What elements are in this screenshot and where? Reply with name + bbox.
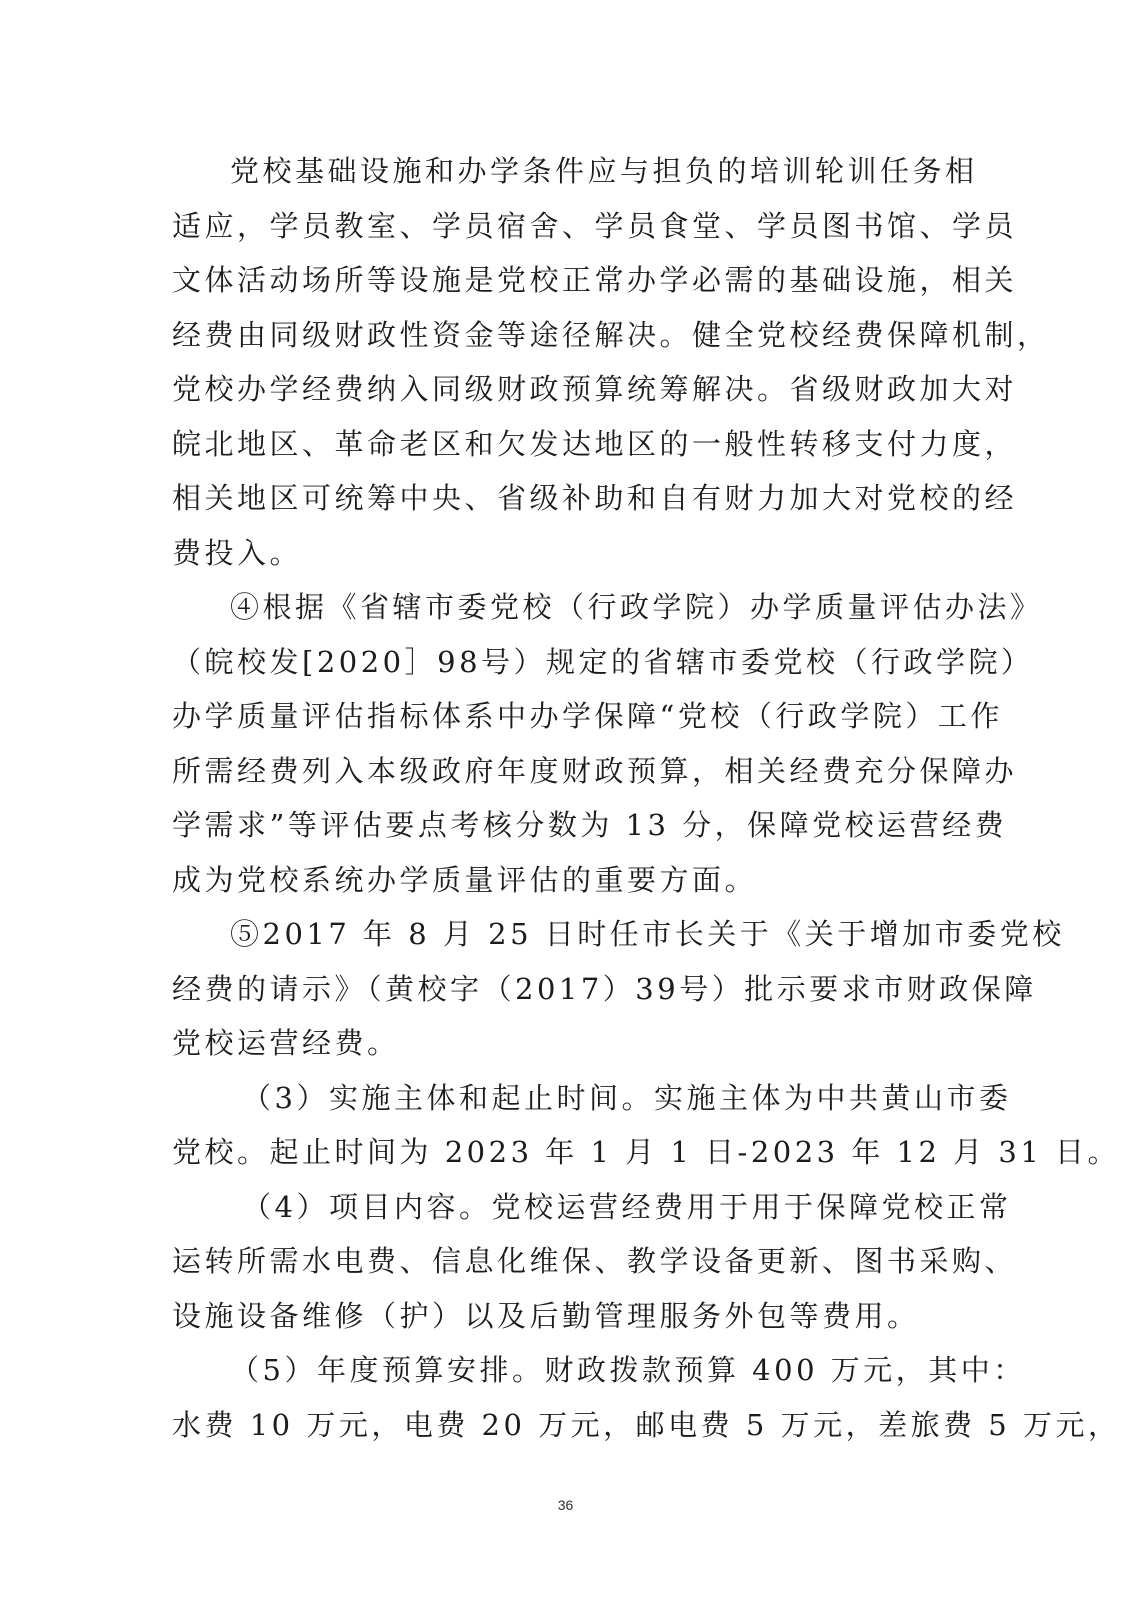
text-line: 适应，学员教室、学员宿舍、学员食堂、学员图书馆、学员 [172,208,1018,243]
text-line: （3）实施主体和起止时间。实施主体为中共黄山市委 [242,1080,1012,1115]
page-number: 36 [557,1497,574,1513]
text-line: 党校基础设施和办学条件应与担负的培训轮训任务相 [230,154,978,188]
text-line: 党校办学经费纳入同级财政预算统筹解决。省级财政加大对 [172,372,1018,406]
text-line: 党校运营经费。 [172,1026,400,1060]
text-line: 经费由同级财政性资金等途径解决。健全党校经费保障机制， [172,317,1050,352]
document-body [172,144,1121,1452]
text-line: 办学质量评估指标体系中办学保障“党校（行政学院）工作 [172,699,1003,733]
text-line: 水费 10 万元，电费 20 万元，邮电费 5 万元，差旅费 5 万元， [172,1407,1121,1442]
text-line: （皖校发[2020］98号）规定的省辖市委党校（行政学院） [172,644,1034,679]
text-line: 所需经费列入本级政府年度财政预算，相关经费充分保障办 [172,753,1018,788]
text-line: ⑤2017 年 8 月 25 日时任市长关于《关于增加市委党校 [230,917,1065,951]
text-line: 学需求”等评估要点考核分数为 13 分，保障党校运营经费 [172,808,1008,842]
text-line: 文体活动场所等设施是党校正常办学必需的基础设施，相关 [172,263,1018,297]
text-line: 相关地区可统筹中央、省级补助和自有财力加大对党校的经 [172,481,1018,515]
text-line: 费投入。 [172,535,303,570]
text-line: 党校。起止时间为 2023 年 1 月 1 日-2023 年 12 月 31 日。 [172,1135,1121,1169]
text-line: 皖北地区、革命老区和欠发达地区的一般性转移支付力度， [172,426,1018,461]
text-line: （4）项目内容。党校运营经费用于用于保障党校正常 [242,1189,1012,1224]
text-line: 经费的请示》（黄校字（2017）39号）批示要求市财政保障 [172,971,1037,1006]
text-line: 运转所需水电费、信息化维保、教学设备更新、图书采购、 [172,1244,1018,1278]
text-line: ④根据《省辖市委党校（行政学院）办学质量评估办法》 [230,590,1043,624]
text-line: 成为党校系统办学质量评估的重要方面。 [172,862,758,897]
text-line: （5）年度预算安排。财政拨款预算 400 万元，其中： [230,1353,1026,1387]
text-line: 设施设备维修（护）以及后勤管理服务外包等费用。 [172,1298,920,1333]
